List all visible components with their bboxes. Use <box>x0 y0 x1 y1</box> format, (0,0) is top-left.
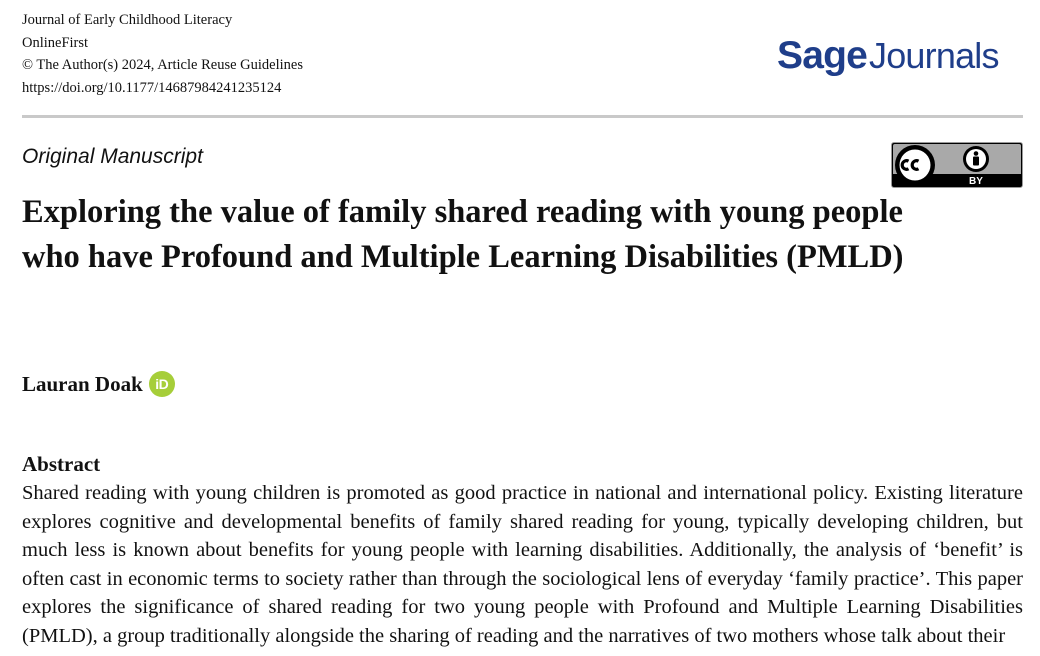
header-divider <box>22 115 1023 118</box>
journal-name[interactable]: Journal of Early Childhood Literacy <box>22 12 233 28</box>
cc-by-license-badge[interactable] <box>891 142 1023 188</box>
sage-journals-logo[interactable] <box>777 34 999 78</box>
publication-status: OnlineFirst <box>22 34 89 51</box>
section-label: Original Manuscript <box>22 145 203 168</box>
copyright-line[interactable]: © The Author(s) 2024, Article Reuse Guidelines <box>22 57 303 73</box>
brand-sage: Sage <box>777 34 868 77</box>
orcid-icon[interactable]: iD <box>149 371 175 397</box>
author-block <box>22 371 175 397</box>
doi-link[interactable]: https://doi.org/10.1177/14687984241235124 <box>22 79 282 96</box>
brand-journals: Journals <box>869 35 999 76</box>
article-title: Exploring the value of family shared reading with young people who have Profound and Multiple Learning Disabilities (PMLD) <box>22 194 904 275</box>
article-metadata <box>22 9 303 99</box>
abstract-text: Shared reading with young children is promoted as good practice in national and international policy. Existing literature explores cognitive and developmental benefits of family shared reading for young, typically developing children, but much less is known about benefits for young people with learning disabilities. Additionally, the analysis of ‘benefit’ is often cast in economic terms to society rather than through the sociological lens of everyday ‘family practice’. This paper explores the significance of shared reading for two young people with Profound and Multiple Learning Disabilities (PMLD), a group traditionally alongside the sharing of reading and the narratives of two mothers whose talk about their <box>22 482 1023 647</box>
abstract-heading: Abstract <box>22 452 101 476</box>
license-by-label: BY <box>969 176 983 187</box>
cc-by-license-icon <box>892 143 1022 187</box>
author-name[interactable]: Lauran Doak <box>22 371 143 396</box>
